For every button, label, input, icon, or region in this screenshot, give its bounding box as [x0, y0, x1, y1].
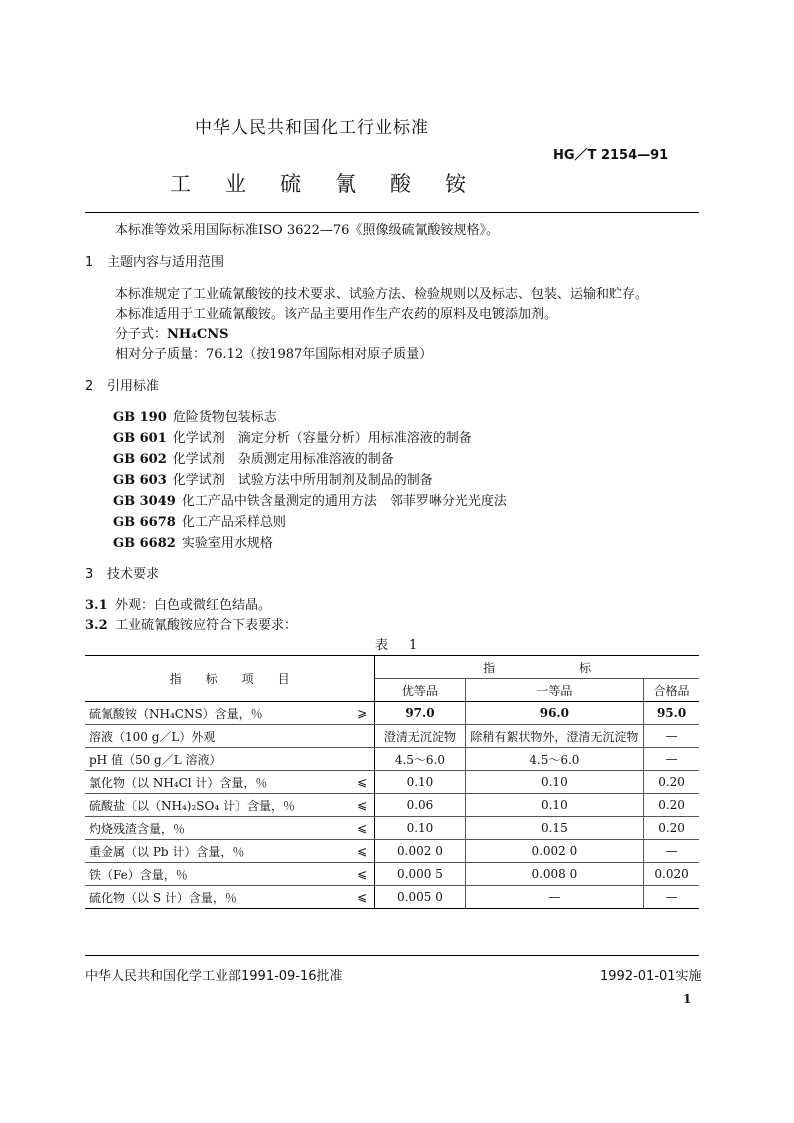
table-row [85, 817, 699, 840]
reference-item [113, 469, 433, 488]
reference-code: GB 6682 [113, 536, 176, 551]
value-premium: 97.0 [375, 702, 465, 725]
row-item: 硫化物（以 S 计）含量，％ [85, 886, 350, 909]
value-first: 4.5～6.0 [465, 748, 644, 771]
value-qualified: 0.20 [644, 817, 699, 840]
value-first: 0.10 [465, 771, 644, 794]
value-first: 0.10 [465, 794, 644, 817]
grade-premium: 优等品 [375, 679, 465, 702]
value-first: 除稍有絮状物外，澄清无沉淀物 [465, 725, 644, 748]
specification-table [85, 655, 699, 909]
value-qualified: 0.20 [644, 794, 699, 817]
reference-item [113, 490, 507, 509]
table-row [85, 886, 699, 909]
section-number: 3 [85, 567, 94, 582]
section-1-heading [85, 251, 224, 270]
section-title: 引用标准 [107, 379, 160, 394]
subsection-number: 3.1 [85, 598, 108, 613]
value-qualified: — [644, 840, 699, 863]
molecular-mass: 相对分子质量：76.12（按1987年国际相对原子质量） [115, 347, 433, 362]
formula-value: NH₄CNS [167, 327, 229, 342]
standard-code: HG／T 2154—91 [553, 148, 669, 163]
approval-statement: 中华人民共和国化学工业部1991-09-16批准 [85, 969, 343, 984]
table-row [85, 863, 699, 886]
header-index: 指 标 [375, 656, 699, 679]
section-number: 2 [85, 379, 94, 394]
effective-date: 1992-01-01实施 [600, 969, 702, 984]
reference-code: GB 603 [113, 473, 167, 488]
row-item: 硫氰酸铵（NH₄CNS）含量，％ [85, 702, 350, 725]
value-premium: 0.000 5 [375, 863, 465, 886]
value-qualified: 0.020 [644, 863, 699, 886]
value-premium: 0.06 [375, 794, 465, 817]
title-char: 酸 [390, 172, 411, 196]
value-qualified: — [644, 725, 699, 748]
row-operator: ⩽ [350, 840, 375, 863]
row-item: 硫酸盐〔以（NH₄)₂SO₄ 计〕含量，％ [85, 794, 350, 817]
value-premium: 4.5～6.0 [375, 748, 465, 771]
reference-item [113, 448, 394, 467]
value-qualified: — [644, 748, 699, 771]
subsection-3-1 [85, 594, 271, 613]
reference-item [113, 532, 273, 551]
row-operator: ⩽ [350, 817, 375, 840]
value-first: — [465, 886, 644, 909]
value-qualified: — [644, 886, 699, 909]
header-divider [85, 212, 699, 213]
value-first: 0.002 0 [465, 840, 644, 863]
table-row [85, 725, 699, 748]
reference-item [113, 511, 286, 530]
scope-paragraph-2: 本标准适用于工业硫氰酸铵。该产品主要用作生产农药的原料及电镀添加剂。 [115, 307, 558, 322]
value-first: 0.008 0 [465, 863, 644, 886]
section-number: 1 [85, 255, 94, 270]
title-char: 铵 [445, 172, 466, 196]
value-first: 0.15 [465, 817, 644, 840]
scope-paragraph-1: 本标准规定了工业硫氰酸铵的技术要求、试验方法、检验规则以及标志、包装、运输和贮存。 [115, 287, 649, 302]
value-qualified: 0.20 [644, 771, 699, 794]
row-operator: ⩽ [350, 886, 375, 909]
table-row [85, 794, 699, 817]
reference-title: 化学试剂 杂质测定用标准溶液的制备 [172, 452, 394, 467]
reference-code: GB 6678 [113, 515, 176, 530]
row-item: 灼烧残渣含量，％ [85, 817, 350, 840]
table-caption: 表 1 [375, 638, 422, 653]
reference-code: GB 3049 [113, 494, 176, 509]
title-char: 工 [170, 172, 191, 196]
row-operator: ⩾ [350, 702, 375, 725]
section-title: 技术要求 [107, 567, 160, 582]
row-item: 氯化物（以 NH₄Cl 计）含量，％ [85, 771, 350, 794]
reference-code: GB 601 [113, 431, 167, 446]
page-number: 1 [683, 992, 692, 1006]
value-premium: 0.10 [375, 817, 465, 840]
grade-qualified: 合格品 [644, 679, 699, 702]
value-premium: 澄清无沉淀物 [375, 725, 465, 748]
reference-code: GB 602 [113, 452, 167, 467]
row-item: 溶液（100 g／L）外观 [85, 725, 350, 748]
equivalence-note: 本标准等效采用国际标准ISO 3622—76《照像级硫氰酸铵规格》。 [115, 223, 499, 238]
grade-first: 一等品 [465, 679, 644, 702]
reference-title: 化工产品采样总则 [181, 515, 286, 530]
reference-title: 危险货物包装标志 [172, 410, 277, 425]
table-row [85, 771, 699, 794]
row-item: pH 值（50 g／L 溶液） [85, 748, 350, 771]
reference-item [113, 427, 472, 446]
row-operator: ⩽ [350, 771, 375, 794]
row-operator [350, 748, 375, 771]
row-operator: ⩽ [350, 863, 375, 886]
title-char: 硫 [280, 172, 301, 196]
table-row [85, 748, 699, 771]
row-item: 铁（Fe）含量，％ [85, 863, 350, 886]
title-char: 氰 [335, 172, 356, 196]
section-2-heading [85, 375, 159, 394]
reference-code: GB 190 [113, 410, 167, 425]
row-item: 重金属（以 Pb 计）含量，％ [85, 840, 350, 863]
table-row [85, 702, 699, 725]
section-title: 主题内容与适用范围 [107, 255, 225, 270]
reference-title: 化学试剂 滴定分析（容量分析）用标准溶液的制备 [172, 431, 472, 446]
molecular-formula [115, 323, 229, 342]
issuing-organization: 中华人民共和国化工行业标准 [195, 118, 429, 138]
reference-title: 实验室用水规格 [181, 536, 273, 551]
header-item: 指 标 项 目 [85, 656, 375, 702]
value-premium: 0.002 0 [375, 840, 465, 863]
value-first: 96.0 [465, 702, 644, 725]
reference-item [113, 406, 277, 425]
footer-divider [85, 955, 699, 956]
subsection-3-2 [85, 614, 297, 633]
table-row [85, 840, 699, 863]
value-premium: 0.10 [375, 771, 465, 794]
table-header-row [85, 656, 699, 679]
reference-title: 化学试剂 试验方法中所用制剂及制品的制备 [172, 473, 433, 488]
row-operator [350, 725, 375, 748]
subsection-text: 工业硫氰酸铵应符合下表要求： [115, 618, 298, 633]
reference-title: 化工产品中铁含量测定的通用方法 邻菲罗啉分光光度法 [181, 494, 507, 509]
value-premium: 0.005 0 [375, 886, 465, 909]
row-operator: ⩽ [350, 794, 375, 817]
value-qualified: 95.0 [644, 702, 699, 725]
subsection-number: 3.2 [85, 618, 108, 633]
title-char: 业 [225, 172, 246, 196]
formula-label: 分子式： [115, 327, 168, 342]
document-title [170, 168, 500, 198]
subsection-text: 外观：白色或微红色结晶。 [115, 598, 272, 613]
section-3-heading [85, 563, 159, 582]
